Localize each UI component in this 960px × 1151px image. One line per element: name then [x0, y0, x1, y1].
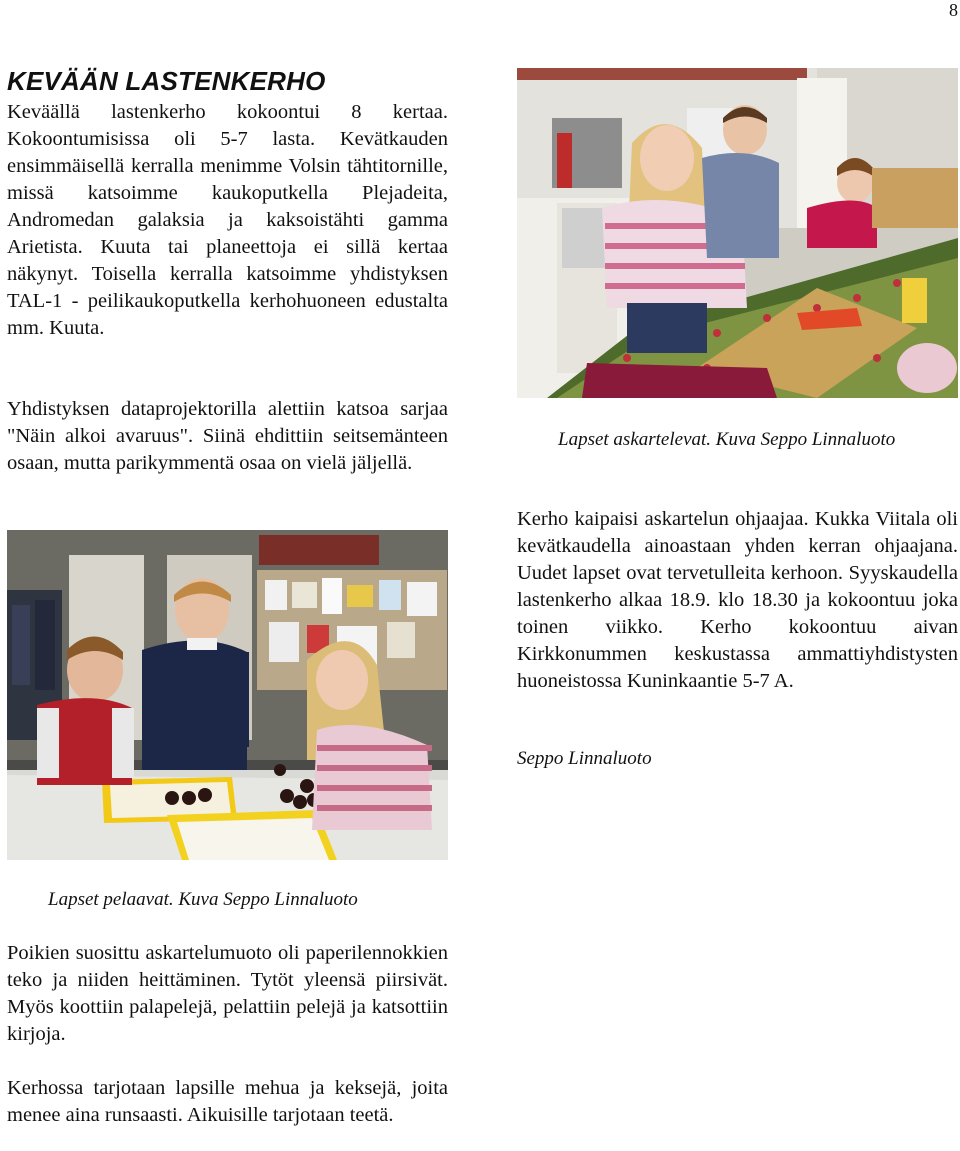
club-info-paragraph: Kerho kaipaisi askartelun ohjaajaa. Kukka Viitala oli kevätkaudella ainoastaan yhden kerran ohjaajana. Uudet lapset ovat tervetulleita kerhoon. Syyskaudella lastenkerho alkaa 18.9. klo 18.30 ja kokoontuu joka toinen viikko. Kerho kokoontuu aivan Kirkkonummen keskustassa ammattiyhdistysten huoneistossa Kuninkaantie 5-7 A. [517, 508, 958, 692]
intro-paragraph: Keväällä lastenkerho kokoontui 8 kertaa. Kokoontumisissa oli 5-7 lasta. Kevätkauden ensimmäisellä kerralla menimme Volsin tähtitornille, missä katsoimme kaukoputkella Plejadeita, Andromedan galaksia ja kaksoistähti gamma Arietista. Kuuta tai planeettoja ei sillä kertaa näkynyt. Toisella kerralla katsoimme yhdistyksen TAL-1 - peilikaukoputkella kerhohuoneen edustalta mm. Kuuta. [7, 101, 448, 339]
projector-paragraph: Yhdistyksen dataprojektorilla alettiin katsoa sarjaa "Näin alkoi avaruus". Siinä ehdittiin seitsemänteen osaan, mutta parikymmentä osaa on vielä jäljellä. [7, 398, 448, 474]
children-playing-photo [7, 530, 448, 860]
author-signature: Seppo Linnaluoto [517, 748, 652, 769]
crafts-paragraph: Poikien suosittu askartelumuoto oli paperilennokkien teko ja niiden heittäminen. Tytöt yleensä piirsivät. Myös koottiin palapelejä, pelattiin pelejä ja katsottiin kirjoja. [7, 942, 448, 1045]
crafting-photo-caption: Lapset askartelevat. Kuva Seppo Linnaluoto [558, 429, 896, 450]
page-number: 8 [949, 0, 958, 20]
children-crafting-photo [517, 68, 958, 398]
article-heading: KEVÄÄN LASTENKERHO [7, 66, 326, 96]
refreshments-paragraph: Kerhossa tarjotaan lapsille mehua ja keksejä, joita menee aina runsaasti. Aikuisille tarjotaan teetä. [7, 1077, 448, 1126]
playing-photo-caption: Lapset pelaavat. Kuva Seppo Linnaluoto [48, 889, 358, 910]
